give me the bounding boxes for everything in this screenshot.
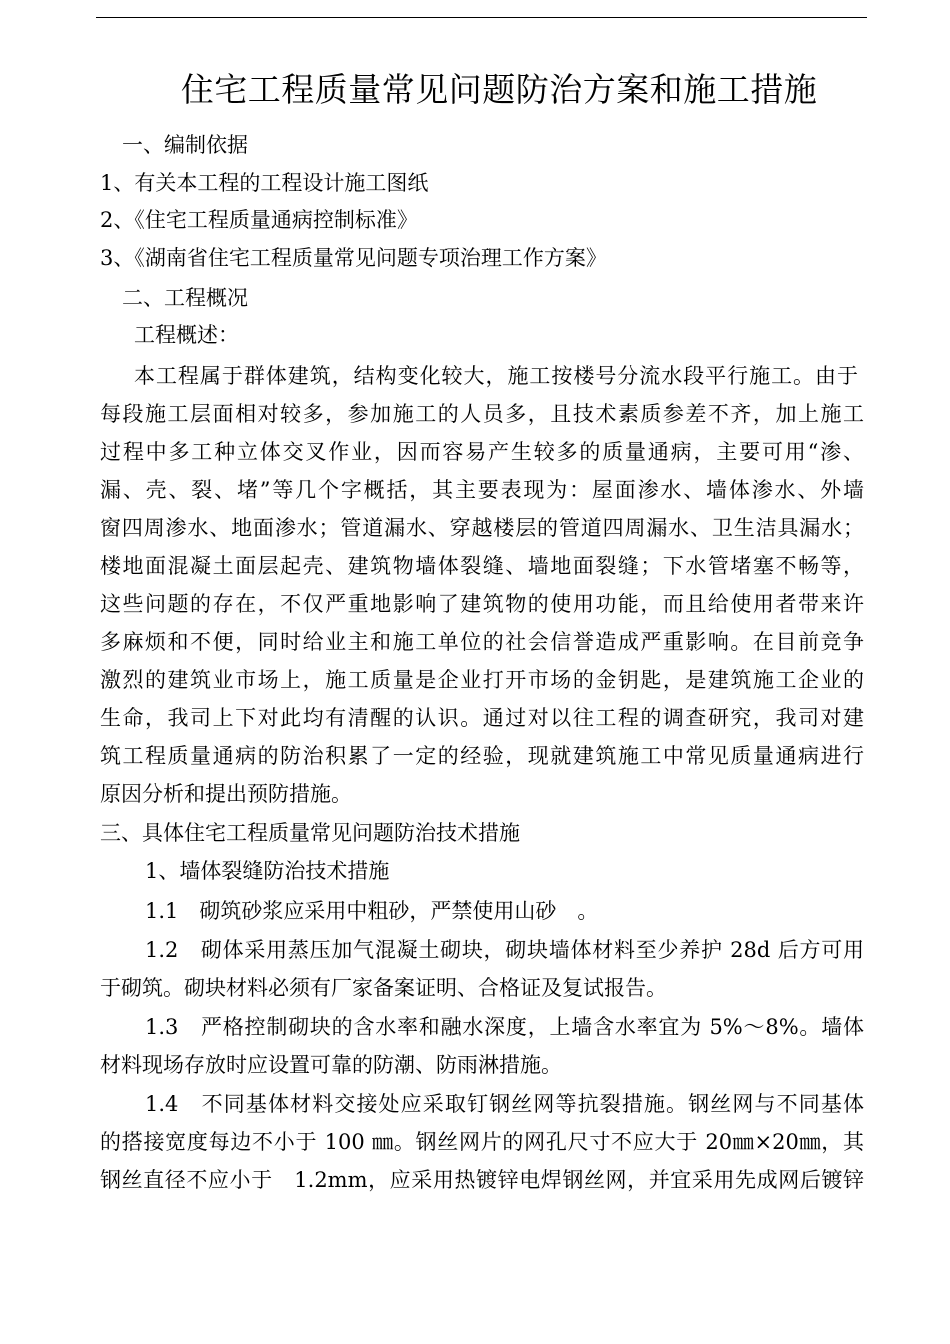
heading-overview: 二、工程概况 <box>122 286 248 310</box>
overview-paragraph-line: 过程中多工种立体交叉作业，因而容易产生较多的质量通病，主要可用“渗、 <box>100 440 864 464</box>
heading-measures: 三、具体住宅工程质量常见问题防治技术措施 <box>100 821 520 845</box>
overview-paragraph-line: 原因分析和提出预防措施。 <box>100 782 352 806</box>
overview-paragraph-line: 这些问题的存在，不仅严重地影响了建筑物的使用功能，而且给使用者带来许 <box>100 592 864 616</box>
overview-subheading: 工程概述： <box>134 323 239 347</box>
overview-paragraph-line: 每段施工层面相对较多，参加施工的人员多，且技术素质参差不齐，加上施工 <box>100 402 864 426</box>
basis-item-1: 1、有关本工程的工程设计施工图纸 <box>100 171 429 195</box>
header-rule <box>96 17 867 18</box>
basis-item-2: 2、《住宅工程质量通病控制标准》 <box>100 208 418 232</box>
measure-1-2-cont: 于砌筑。砌块材料必须有厂家备案证明、合格证及复试报告。 <box>100 976 667 1000</box>
measure-1-4: 1.4 不同基体材料交接处应采取钉钢丝网等抗裂措施。钢丝网与不同基体 <box>145 1092 864 1116</box>
measure-1-3-cont: 材料现场存放时应设置可靠的防潮、防雨淋措施。 <box>100 1053 562 1077</box>
overview-paragraph-line: 窗四周渗水、地面渗水；管道漏水、穿越楼层的管道四周漏水、卫生洁具漏水； <box>100 516 864 540</box>
overview-paragraph-line: 漏、壳、裂、堵”等几个字概括，其主要表现为：屋面渗水、墙体渗水、外墙 <box>100 478 864 502</box>
measure-1-4-cont: 的搭接宽度每边不小于 100 ㎜。钢丝网片的网孔尺寸不应大于 20㎜×20㎜，其 <box>100 1130 864 1154</box>
basis-item-3: 3、《湖南省住宅工程质量常见问题专项治理工作方案》 <box>100 246 607 270</box>
measure-1-3: 1.3 严格控制砌块的含水率和融水深度，上墙含水率宜为 5%～8%。墙体 <box>145 1015 864 1039</box>
overview-paragraph-line: 多麻烦和不便，同时给业主和施工单位的社会信誉造成严重影响。在目前竞争 <box>100 630 864 654</box>
overview-paragraph-line: 本工程属于群体建筑，结构变化较大，施工按楼号分流水段平行施工。由于 <box>134 364 858 388</box>
measure-1-1: 1.1 砌筑砂浆应采用中粗砂，严禁使用山砂 。 <box>145 899 599 923</box>
measure-1-4-cont: 钢丝直径不应小于 1.2mm，应采用热镀锌电焊钢丝网，并宜采用先成网后镀锌 <box>100 1168 864 1192</box>
heading-basis: 一、编制依据 <box>122 133 248 157</box>
overview-paragraph-line: 生命，我司上下对此均有清醒的认识。通过对以往工程的调查研究，我司对建 <box>100 706 864 730</box>
overview-paragraph-line: 激烈的建筑业市场上，施工质量是企业打开市场的金钥匙，是建筑施工企业的 <box>100 668 864 692</box>
overview-paragraph-line: 楼地面混凝土面层起壳、建筑物墙体裂缝、墙地面裂缝；下水管堵塞不畅等， <box>100 554 864 578</box>
measures-subheading-wall-cracks: 1、墙体裂缝防治技术措施 <box>145 859 390 883</box>
measure-1-2: 1.2 砌体采用蒸压加气混凝土砌块，砌块墙体材料至少养护 28d 后方可用 <box>145 938 864 962</box>
overview-paragraph-line: 筑工程质量通病的防治积累了一定的经验，现就建筑施工中常见质量通病进行 <box>100 744 864 768</box>
document-title: 住宅工程质量常见问题防治方案和施工措施 <box>180 70 818 109</box>
